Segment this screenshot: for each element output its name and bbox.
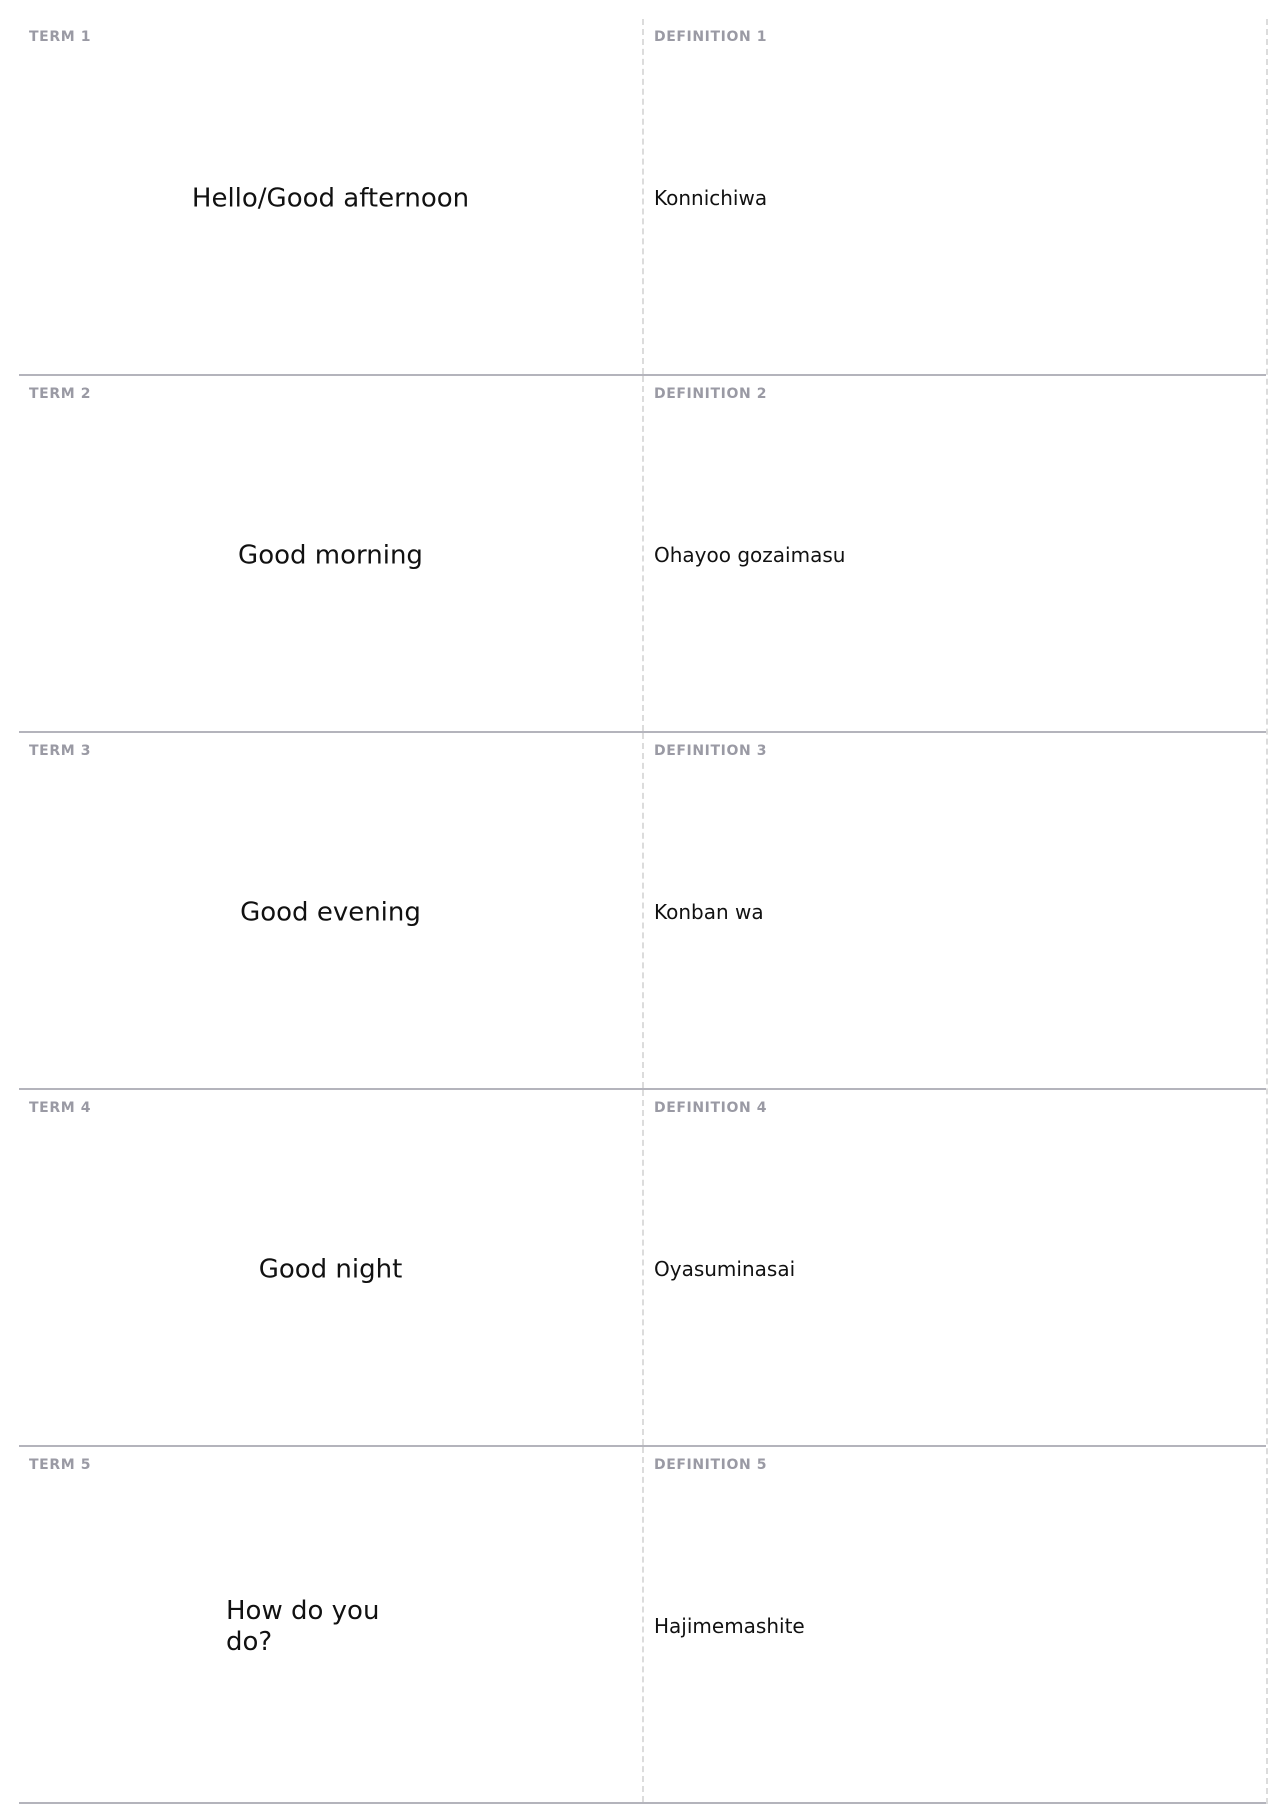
definition-label: DEFINITION 5 bbox=[654, 1457, 768, 1473]
definition-label: DEFINITION 2 bbox=[654, 386, 768, 402]
term-label: TERM 4 bbox=[29, 1100, 92, 1116]
term-text: How do you do? bbox=[226, 1595, 380, 1657]
definition-text: Konban wa bbox=[654, 899, 764, 924]
definition-text: Hajimemashite bbox=[654, 1613, 805, 1638]
term-text: Good night bbox=[258, 1254, 403, 1284]
term-cell bbox=[19, 19, 644, 374]
definition-text: Ohayoo gozaimasu bbox=[654, 542, 846, 567]
term-cell bbox=[19, 376, 644, 731]
term-label: TERM 1 bbox=[29, 29, 92, 45]
term-text: Good evening bbox=[240, 897, 421, 927]
term-cell bbox=[19, 733, 644, 1088]
term-text: Good morning bbox=[238, 540, 423, 570]
flashcard-row bbox=[19, 19, 1266, 376]
definition-cell bbox=[644, 1090, 1266, 1445]
definition-cell bbox=[644, 1447, 1266, 1802]
term-cell bbox=[19, 1447, 644, 1802]
definition-cell bbox=[644, 733, 1266, 1088]
definition-label: DEFINITION 4 bbox=[654, 1100, 768, 1116]
term-label: TERM 5 bbox=[29, 1457, 92, 1473]
flashcard-row bbox=[19, 1090, 1266, 1447]
term-label: TERM 2 bbox=[29, 386, 92, 402]
flashcard-row bbox=[19, 1447, 1266, 1804]
definition-cell bbox=[644, 19, 1266, 374]
term-cell bbox=[19, 1090, 644, 1445]
term-label: TERM 3 bbox=[29, 743, 92, 759]
flashcard-sheet bbox=[19, 19, 1268, 1804]
definition-text: Konnichiwa bbox=[654, 185, 768, 210]
flashcard-row bbox=[19, 376, 1266, 733]
flashcard-row bbox=[19, 733, 1266, 1090]
definition-text: Oyasuminasai bbox=[654, 1256, 796, 1281]
term-text: Hello/Good afternoon bbox=[191, 183, 470, 213]
definition-label: DEFINITION 1 bbox=[654, 29, 768, 45]
definition-label: DEFINITION 3 bbox=[654, 743, 768, 759]
definition-cell bbox=[644, 376, 1266, 731]
